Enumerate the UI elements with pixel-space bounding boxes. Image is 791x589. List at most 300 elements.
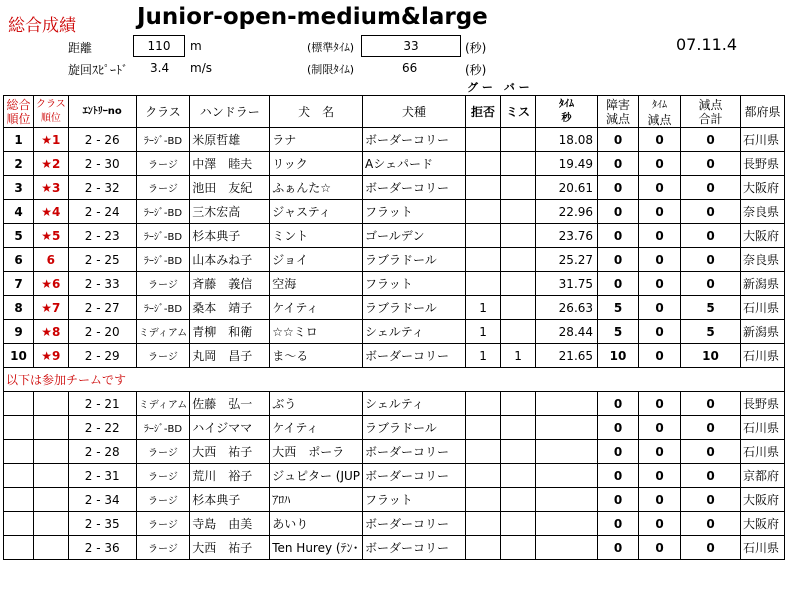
table-row	[4, 248, 785, 272]
col-total-deduct: 減点 合計	[681, 96, 741, 128]
speed-value: 3.4	[150, 61, 170, 75]
class-rank	[34, 152, 69, 176]
refusal	[466, 392, 501, 416]
class-rank	[34, 248, 69, 272]
time-deduct: 0	[639, 536, 681, 560]
overall-rank: 8	[4, 296, 34, 320]
note-row	[4, 368, 785, 392]
breed: ボーダーコリー	[363, 464, 466, 488]
star-icon: ★	[41, 300, 53, 315]
col-overall-rank: 総合 順位	[4, 96, 34, 128]
prefecture: 新潟県	[741, 320, 785, 344]
time-deduct: 0	[639, 512, 681, 536]
col-class: クラス	[136, 96, 190, 128]
miss	[501, 272, 536, 296]
limit-time-value: 66	[402, 61, 418, 75]
total-deduct: 0	[681, 392, 741, 416]
overall-rank: 5	[4, 224, 34, 248]
time-deduct: 0	[639, 152, 681, 176]
entry-no: 2 - 30	[68, 152, 136, 176]
dog-name: ミント	[270, 224, 363, 248]
table-row	[4, 272, 785, 296]
entry-no: 2 - 31	[68, 464, 136, 488]
table-row	[4, 320, 785, 344]
group-label: グ ー バ ー	[467, 81, 530, 94]
breed: ボーダーコリー	[363, 128, 466, 152]
class-rank-value: 6	[52, 276, 61, 291]
refusal	[466, 248, 501, 272]
breed: ラブラドール	[363, 296, 466, 320]
entry-no: 2 - 23	[68, 224, 136, 248]
class-rank-value: 2	[52, 156, 61, 171]
time: 22.96	[536, 200, 598, 224]
time-deduct: 0	[639, 176, 681, 200]
handler: 大西 祐子	[190, 536, 270, 560]
overall-rank: 2	[4, 152, 34, 176]
star-icon: ★	[41, 228, 53, 243]
table-row	[4, 416, 785, 440]
handler: 三木宏高	[190, 200, 270, 224]
time-deduct: 0	[639, 344, 681, 368]
class: ミディアム	[136, 320, 190, 344]
time-deduct: 0	[639, 464, 681, 488]
time-deduct: 0	[639, 320, 681, 344]
prefecture: 石川県	[741, 344, 785, 368]
handler: 中澤 睦夫	[190, 152, 270, 176]
miss	[501, 224, 536, 248]
dog-name: ふぁんた☆	[270, 176, 363, 200]
dog-name: ジョイ	[270, 248, 363, 272]
breed: フラット	[363, 272, 466, 296]
speed-label: 旋回ｽﾋﾟｰﾄﾞ	[68, 63, 129, 77]
class: ラージ	[136, 464, 190, 488]
class-rank	[34, 224, 69, 248]
total-deduct: 0	[681, 272, 741, 296]
obstacle-deduct: 5	[598, 320, 639, 344]
table-row	[4, 344, 785, 368]
table-row	[4, 200, 785, 224]
table-row	[4, 128, 785, 152]
entry-no: 2 - 35	[68, 512, 136, 536]
page-title: Junior-open-medium&large	[137, 4, 488, 30]
dog-name: ☆☆ミロ	[270, 320, 363, 344]
class-rank-value: 7	[52, 300, 61, 315]
overall-rank: 7	[4, 272, 34, 296]
class: ﾗｰｼﾞ-BD	[136, 128, 190, 152]
miss	[501, 536, 536, 560]
dog-name: リック	[270, 152, 363, 176]
class-rank	[34, 512, 69, 536]
class-rank-value: 9	[52, 348, 61, 363]
breed: Aシェパード	[363, 152, 466, 176]
time-deduct: 0	[639, 224, 681, 248]
prefecture: 大阪府	[741, 488, 785, 512]
entry-no: 2 - 36	[68, 536, 136, 560]
overall-rank	[4, 464, 34, 488]
star-icon: ★	[41, 204, 53, 219]
breed: シェルティ	[363, 392, 466, 416]
breed: フラット	[363, 488, 466, 512]
total-deduct: 0	[681, 152, 741, 176]
table-row	[4, 512, 785, 536]
prefecture: 新潟県	[741, 272, 785, 296]
col-miss: ミス	[501, 96, 536, 128]
miss	[501, 128, 536, 152]
class-rank	[34, 176, 69, 200]
total-deduct: 0	[681, 200, 741, 224]
class-rank	[34, 416, 69, 440]
refusal: 1	[466, 320, 501, 344]
overall-rank: 9	[4, 320, 34, 344]
handler: 丸岡 昌子	[190, 344, 270, 368]
col-entry-no: ｴﾝﾄﾘｰno	[68, 96, 136, 128]
time	[536, 488, 598, 512]
miss	[501, 440, 536, 464]
total-deduct: 0	[681, 464, 741, 488]
miss: 1	[501, 344, 536, 368]
time: 28.44	[536, 320, 598, 344]
class-rank	[34, 320, 69, 344]
table-row	[4, 392, 785, 416]
overall-rank: 4	[4, 200, 34, 224]
total-deduct: 0	[681, 536, 741, 560]
obstacle-deduct: 0	[598, 248, 639, 272]
entry-no: 2 - 21	[68, 392, 136, 416]
total-deduct: 0	[681, 416, 741, 440]
time	[536, 536, 598, 560]
prefecture: 石川県	[741, 440, 785, 464]
time: 21.65	[536, 344, 598, 368]
class: ラージ	[136, 536, 190, 560]
prefecture: 大阪府	[741, 224, 785, 248]
miss	[501, 416, 536, 440]
miss	[501, 392, 536, 416]
refusal	[466, 272, 501, 296]
breed: ゴールデン	[363, 224, 466, 248]
miss	[501, 512, 536, 536]
handler: 杉本典子	[190, 224, 270, 248]
col-time-deduct: ﾀｲﾑ 減点	[639, 96, 681, 128]
handler: 杉本典子	[190, 488, 270, 512]
class-rank-value: 8	[52, 324, 61, 339]
limit-time-label: (制限ﾀｲﾑ)	[307, 63, 355, 76]
entry-no: 2 - 32	[68, 176, 136, 200]
handler: 桑本 靖子	[190, 296, 270, 320]
entry-no: 2 - 33	[68, 272, 136, 296]
time: 18.08	[536, 128, 598, 152]
class-rank	[34, 536, 69, 560]
overall-rank: 1	[4, 128, 34, 152]
obstacle-deduct: 0	[598, 176, 639, 200]
overall-rank	[4, 488, 34, 512]
class-rank-value: 6	[46, 252, 56, 267]
handler: 寺島 由美	[190, 512, 270, 536]
handler: 山本みね子	[190, 248, 270, 272]
total-deduct: 0	[681, 440, 741, 464]
time-deduct: 0	[639, 440, 681, 464]
class: ﾗｰｼﾞ-BD	[136, 296, 190, 320]
class: ラージ	[136, 344, 190, 368]
obstacle-deduct: 0	[598, 536, 639, 560]
dog-name: ジュピター (JUP	[270, 464, 363, 488]
breed: ボーダーコリー	[363, 512, 466, 536]
dog-name: ラナ	[270, 128, 363, 152]
col-prefecture: 都府県	[741, 96, 785, 128]
total-deduct: 0	[681, 248, 741, 272]
entry-no: 2 - 26	[68, 128, 136, 152]
handler: 荒川 裕子	[190, 464, 270, 488]
time	[536, 416, 598, 440]
dog-name: ま～る	[270, 344, 363, 368]
overall-rank: 10	[4, 344, 34, 368]
time: 19.49	[536, 152, 598, 176]
total-deduct: 10	[681, 344, 741, 368]
prefecture: 奈良県	[741, 200, 785, 224]
overall-rank	[4, 392, 34, 416]
time	[536, 440, 598, 464]
refusal	[466, 440, 501, 464]
participants-note: 以下は参加チームです	[4, 368, 785, 392]
class: ラージ	[136, 152, 190, 176]
class-rank	[34, 488, 69, 512]
obstacle-deduct: 10	[598, 344, 639, 368]
col-obstacle-deduct: 障害 減点	[598, 96, 639, 128]
entry-no: 2 - 24	[68, 200, 136, 224]
refusal	[466, 416, 501, 440]
table-row	[4, 152, 785, 176]
overall-rank: 6	[4, 248, 34, 272]
refusal	[466, 224, 501, 248]
refusal: 1	[466, 344, 501, 368]
time: 20.61	[536, 176, 598, 200]
time	[536, 392, 598, 416]
class-rank-value: 3	[52, 180, 61, 195]
prefecture: 奈良県	[741, 248, 785, 272]
overall-rank	[4, 440, 34, 464]
handler: 斉藤 義信	[190, 272, 270, 296]
prefecture: 長野県	[741, 392, 785, 416]
overall-rank: 3	[4, 176, 34, 200]
breed: ボーダーコリー	[363, 344, 466, 368]
obstacle-deduct: 0	[598, 128, 639, 152]
time	[536, 464, 598, 488]
time: 23.76	[536, 224, 598, 248]
time	[536, 512, 598, 536]
prefecture: 長野県	[741, 152, 785, 176]
dog-name: 空海	[270, 272, 363, 296]
class-rank-value: 1	[52, 132, 61, 147]
miss	[501, 152, 536, 176]
dog-name: あいり	[270, 512, 363, 536]
entry-no: 2 - 28	[68, 440, 136, 464]
table-row	[4, 176, 785, 200]
obstacle-deduct: 0	[598, 200, 639, 224]
breed: ラブラドール	[363, 248, 466, 272]
obstacle-deduct: 0	[598, 272, 639, 296]
obstacle-deduct: 0	[598, 440, 639, 464]
miss	[501, 488, 536, 512]
obstacle-deduct: 0	[598, 152, 639, 176]
obstacle-deduct: 0	[598, 512, 639, 536]
refusal	[466, 536, 501, 560]
prefecture: 石川県	[741, 416, 785, 440]
prefecture: 大阪府	[741, 512, 785, 536]
table-row	[4, 488, 785, 512]
prefecture: 石川県	[741, 296, 785, 320]
class: ラージ	[136, 512, 190, 536]
entry-no: 2 - 20	[68, 320, 136, 344]
class: ラージ	[136, 176, 190, 200]
dog-name: ジャスティ	[270, 200, 363, 224]
prefecture: 大阪府	[741, 176, 785, 200]
breed: ボーダーコリー	[363, 440, 466, 464]
table-row	[4, 296, 785, 320]
time-deduct: 0	[639, 200, 681, 224]
total-deduct: 0	[681, 224, 741, 248]
total-deduct: 5	[681, 296, 741, 320]
class-rank	[34, 344, 69, 368]
time-deduct: 0	[639, 128, 681, 152]
refusal	[466, 488, 501, 512]
breed: フラット	[363, 200, 466, 224]
handler: 佐藤 弘一	[190, 392, 270, 416]
class-rank	[34, 272, 69, 296]
obstacle-deduct: 0	[598, 392, 639, 416]
breed: シェルティ	[363, 320, 466, 344]
overall-results-label: 総合成績	[8, 16, 76, 36]
date: 07.11.4	[676, 35, 738, 54]
time: 31.75	[536, 272, 598, 296]
dog-name: ケイティ	[270, 416, 363, 440]
class-rank	[34, 296, 69, 320]
handler: 大西 祐子	[190, 440, 270, 464]
star-icon: ★	[41, 156, 53, 171]
overall-rank	[4, 512, 34, 536]
class-rank	[34, 440, 69, 464]
class-rank	[34, 464, 69, 488]
handler: 米原哲雄	[190, 128, 270, 152]
breed: ボーダーコリー	[363, 176, 466, 200]
dog-name: ケイティ	[270, 296, 363, 320]
breed: ボーダーコリー	[363, 536, 466, 560]
class-rank	[34, 128, 69, 152]
std-time-label: (標準ﾀｲﾑ)	[307, 41, 355, 54]
dog-name: ｱﾛﾊ	[270, 488, 363, 512]
time-deduct: 0	[639, 272, 681, 296]
dog-name: Ten Hurey (ﾃﾝ･	[270, 536, 363, 560]
table-row	[4, 440, 785, 464]
refusal	[466, 512, 501, 536]
distance-unit: m	[190, 39, 202, 53]
refusal	[466, 152, 501, 176]
distance-label: 距離	[68, 41, 93, 55]
entry-no: 2 - 25	[68, 248, 136, 272]
dog-name: ぶう	[270, 392, 363, 416]
obstacle-deduct: 0	[598, 416, 639, 440]
class: ラージ	[136, 272, 190, 296]
class: ラージ	[136, 440, 190, 464]
total-deduct: 0	[681, 512, 741, 536]
class: ミディアム	[136, 392, 190, 416]
refusal	[466, 128, 501, 152]
entry-no: 2 - 27	[68, 296, 136, 320]
limit-time-unit: (秒)	[465, 63, 487, 77]
time-deduct: 0	[639, 416, 681, 440]
miss	[501, 320, 536, 344]
table-row	[4, 536, 785, 560]
col-dog-name: 犬 名	[270, 96, 363, 128]
total-deduct: 0	[681, 128, 741, 152]
total-deduct: 0	[681, 488, 741, 512]
class: ﾗｰｼﾞ-BD	[136, 200, 190, 224]
entry-no: 2 - 29	[68, 344, 136, 368]
overall-rank	[4, 416, 34, 440]
refusal	[466, 200, 501, 224]
table-header-row	[4, 96, 785, 128]
class-rank	[34, 392, 69, 416]
miss	[501, 464, 536, 488]
star-icon: ★	[41, 348, 53, 363]
refusal: 1	[466, 296, 501, 320]
miss	[501, 200, 536, 224]
entry-no: 2 - 22	[68, 416, 136, 440]
obstacle-deduct: 5	[598, 296, 639, 320]
class-rank-value: 4	[52, 204, 61, 219]
col-refusal: 拒否	[466, 96, 501, 128]
dog-name: 大西 ポーラ	[270, 440, 363, 464]
miss	[501, 248, 536, 272]
class: ラージ	[136, 488, 190, 512]
star-icon: ★	[41, 324, 53, 339]
entry-no: 2 - 34	[68, 488, 136, 512]
col-class-rank: クラス 順位	[34, 96, 69, 128]
miss	[501, 176, 536, 200]
prefecture: 京都府	[741, 464, 785, 488]
table-row	[4, 464, 785, 488]
refusal	[466, 464, 501, 488]
total-deduct: 5	[681, 320, 741, 344]
total-deduct: 0	[681, 176, 741, 200]
std-time-value: 33	[361, 35, 461, 57]
table-row	[4, 224, 785, 248]
time-deduct: 0	[639, 296, 681, 320]
handler: ハイジママ	[190, 416, 270, 440]
star-icon: ★	[41, 276, 53, 291]
prefecture: 石川県	[741, 128, 785, 152]
col-handler: ハンドラー	[190, 96, 270, 128]
handler: 青柳 和衛	[190, 320, 270, 344]
class: ﾗｰｼﾞ-BD	[136, 416, 190, 440]
time: 26.63	[536, 296, 598, 320]
speed-unit: m/s	[190, 61, 212, 75]
prefecture: 石川県	[741, 536, 785, 560]
breed: ラブラドール	[363, 416, 466, 440]
overall-rank	[4, 536, 34, 560]
distance-value: 110	[133, 35, 185, 57]
col-time: ﾀｲﾑ 秒	[536, 96, 598, 128]
star-icon: ★	[41, 180, 53, 195]
col-breed: 犬種	[363, 96, 466, 128]
class-rank	[34, 200, 69, 224]
obstacle-deduct: 0	[598, 488, 639, 512]
handler: 池田 友紀	[190, 176, 270, 200]
time-deduct: 0	[639, 248, 681, 272]
std-time-unit: (秒)	[465, 41, 487, 55]
time-deduct: 0	[639, 488, 681, 512]
class: ﾗｰｼﾞ-BD	[136, 248, 190, 272]
refusal	[466, 176, 501, 200]
obstacle-deduct: 0	[598, 224, 639, 248]
